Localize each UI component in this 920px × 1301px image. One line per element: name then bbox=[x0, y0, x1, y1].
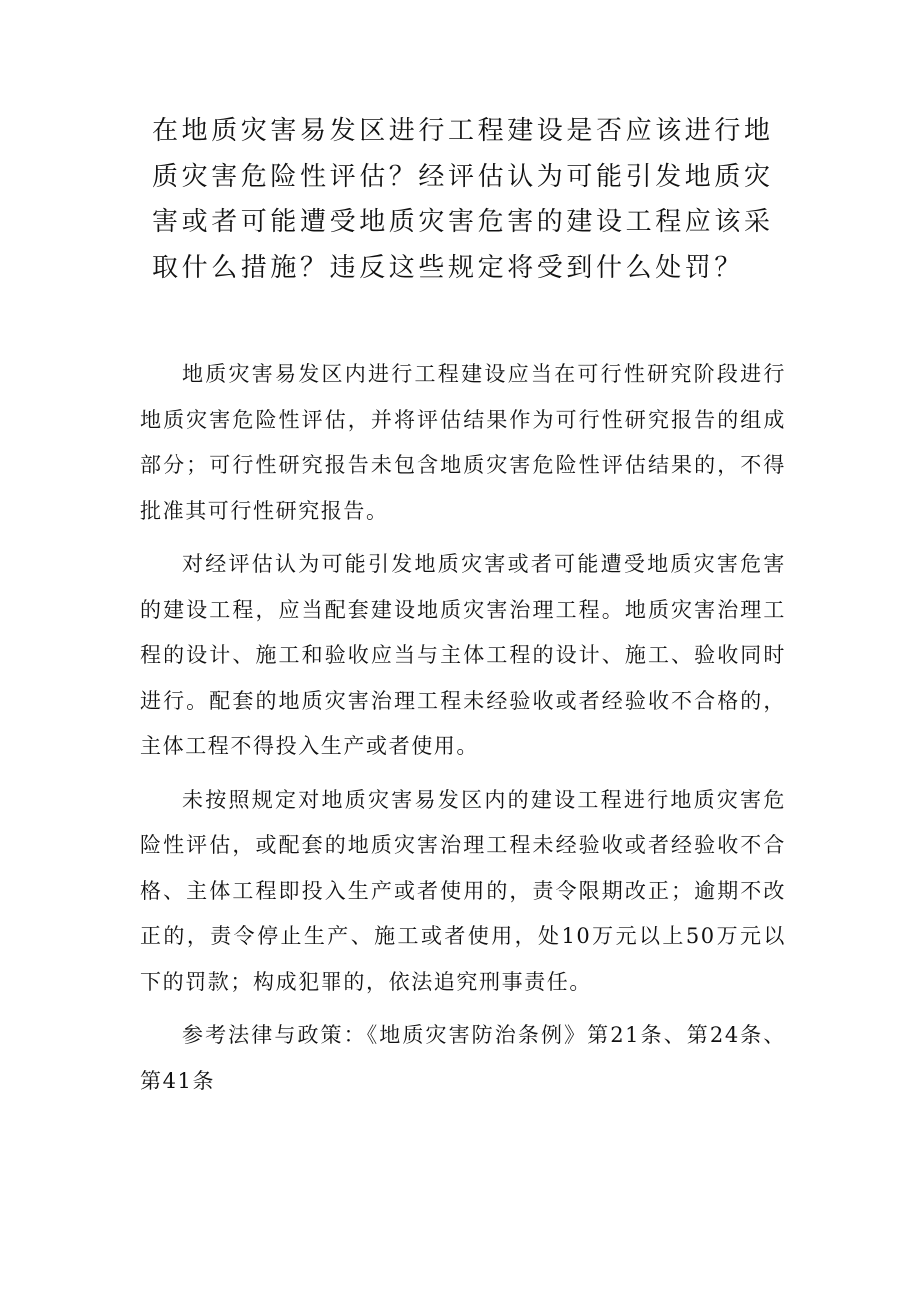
paragraph-governance-measures: 对经评估认为可能引发地质灾害或者可能遭受地质灾害危害的建设工程，应当配套建设地质灾害治理工程。地质灾害治理工程的设计、施工和验收应当与主体工程的设计、施工、验收同时进行。配套的地质灾害治理工程未经验收或者经验收不合格的，主体工程不得投入生产或者使用。 bbox=[140, 552, 786, 758]
question-title: 在地质灾害易发区进行工程建设是否应该进行地质灾害危险性评估？经评估认为可能引发地质灾害或者可能遭受地质灾害危害的建设工程应该采取什么措施？违反这些规定将受到什么处罚？ bbox=[152, 116, 774, 283]
answer-body bbox=[140, 352, 786, 1112]
paragraph-references: 参考法律与政策：《地质灾害防治条例》第21条、第24条、第41条 bbox=[140, 1023, 786, 1093]
paragraph-penalties: 未按照规定对地质灾害易发区内的建设工程进行地质灾害危险性评估，或配套的地质灾害治理工程未经验收或者经验收不合格、主体工程即投入生产或者使用的，责令限期改正；逾期不改正的，责令停止生产、施工或者使用，处10万元以上50万元以下的罚款；构成犯罪的，依法追究刑事责任。 bbox=[140, 787, 786, 994]
paragraph-assessment-requirement: 地质灾害易发区内进行工程建设应当在可行性研究阶段进行地质灾害危险性评估，并将评估结果作为可行性研究报告的组成部分；可行性研究报告未包含地质灾害危险性评估结果的，不得批准其可行性研究报告。 bbox=[140, 362, 786, 523]
